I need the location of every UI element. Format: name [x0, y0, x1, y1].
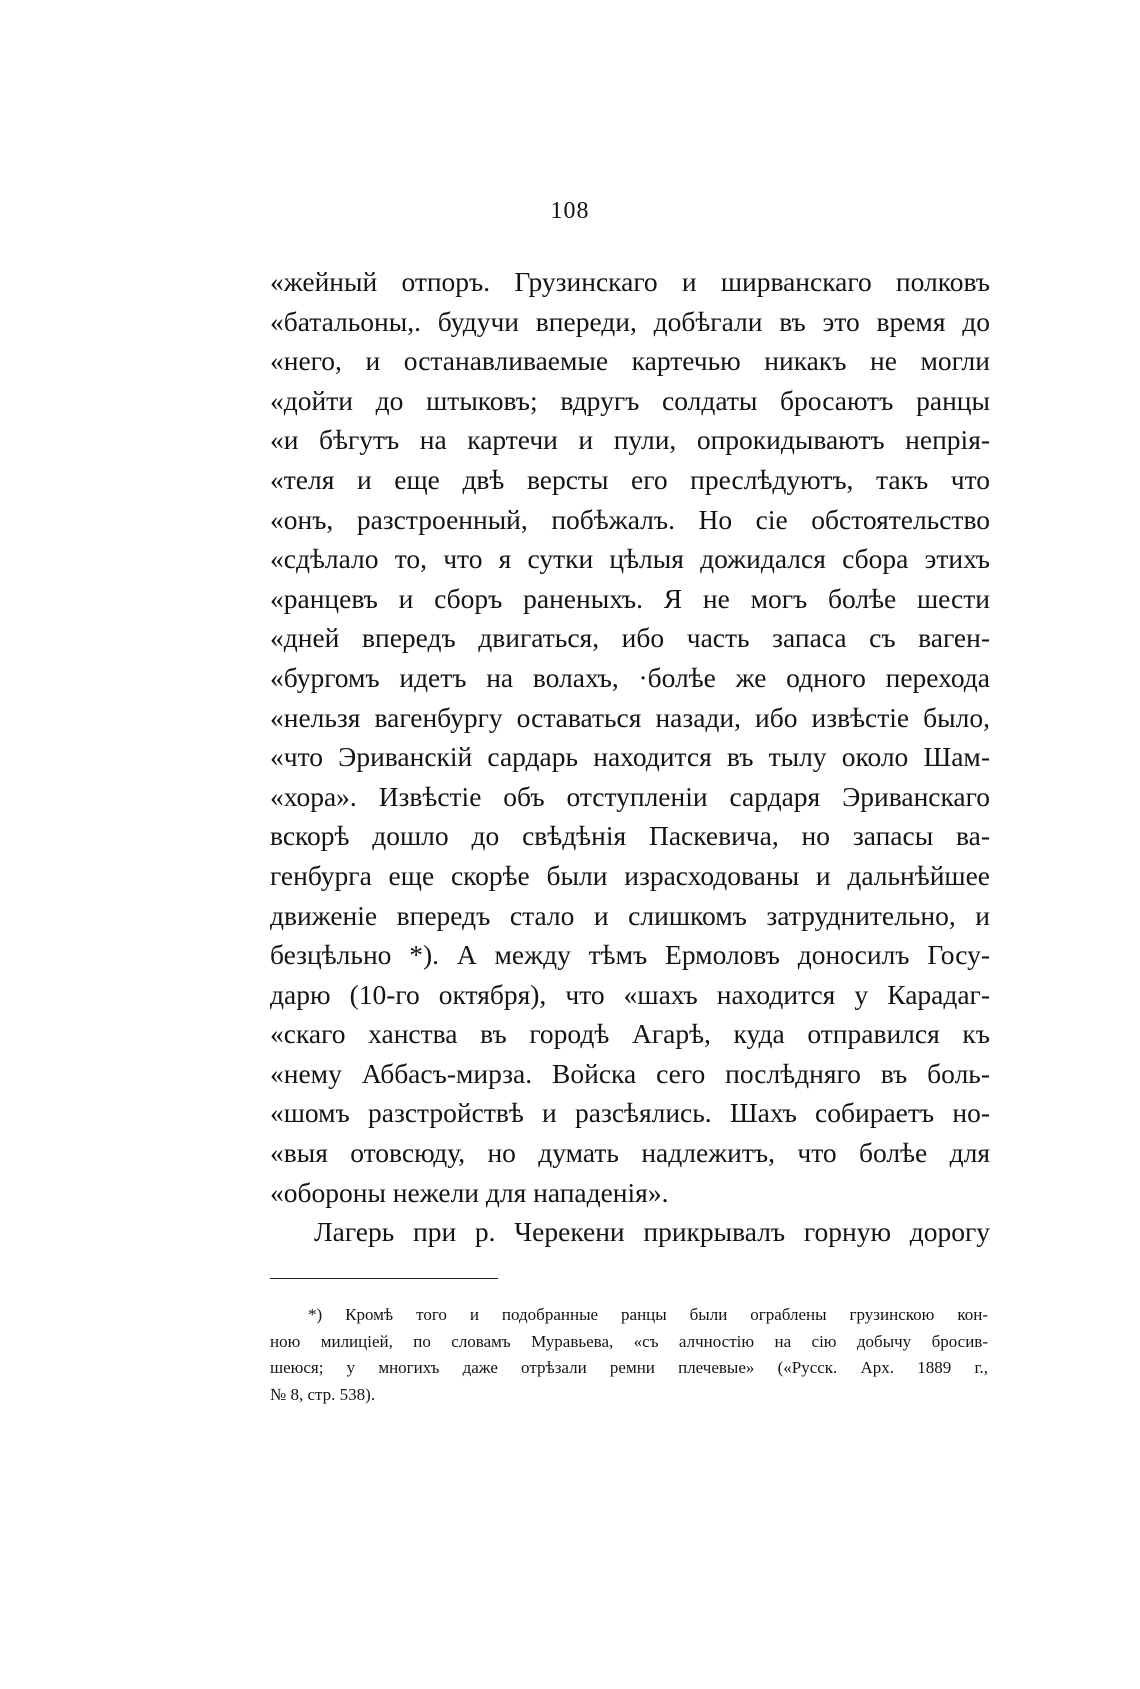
text-line: «шомъ разстройствѣ и разсѣялись. Шахъ собираетъ но-	[270, 1097, 990, 1129]
footnote-line: ною милиціей, по словамъ Муравьева, «съ алчностію на сію добычу бросив-	[270, 1331, 988, 1351]
text-line: «и бѣгутъ на картечи и пули, опрокидываютъ непрія-	[270, 424, 990, 456]
footnote	[270, 1302, 988, 1408]
footnote-line: *) Кромѣ того и подобранные ранцы были ограблены грузинскою кон-	[308, 1305, 988, 1324]
text-line: «что Эриванскій сардарь находится въ тылу около Шам-	[270, 741, 990, 773]
text-line: «ранцевъ и сборъ раненыхъ. Я не могъ болѣе шести	[270, 582, 990, 614]
footnote-separator	[270, 1278, 498, 1279]
text-line: «него, и останавливаемые картечью никакъ не могли	[270, 345, 990, 377]
text-line: «дойти до штыковъ; вдругъ солдаты бросаютъ ранцы	[270, 384, 990, 416]
text-line: «бургомъ идетъ на волахъ, ·болѣе же одного перехода	[270, 661, 990, 693]
main-text	[270, 262, 990, 1252]
footnote-line: шеюся; у многихъ даже отрѣзали ремни плечевые» («Русск. Арх. 1889 г.,	[270, 1358, 988, 1377]
text-line: «батальоны,. будучи впереди, добѣгали въ это время до	[270, 305, 990, 337]
text-line: «выя отовсюду, но думать надлежитъ, что болѣе для	[270, 1137, 990, 1169]
text-line: дарю (10-го октября), что «шахъ находится у Карадаг-	[270, 978, 990, 1010]
text-line: «сдѣлало то, что я сутки цѣлыя дожидался сбора этихъ	[270, 543, 990, 575]
text-line: «жейный отпоръ. Грузинскаго и ширванскаго полковъ	[270, 266, 990, 297]
text-line: «теля и еще двѣ версты его преслѣдуютъ, такъ что	[270, 463, 990, 495]
text-line: «дней впередъ двигаться, ибо часть запаса съ ваген-	[270, 622, 990, 654]
text-line: вскорѣ дошло до свѣдѣнія Паскевича, но запасы ва-	[270, 820, 990, 852]
page-number: 108	[550, 198, 590, 224]
text-line: «обороны нежели для нападенія».	[270, 1176, 669, 1208]
text-line: «хора». Извѣстіе объ отступленіи сардаря Эриванскаго	[270, 780, 990, 812]
footnote-line: № 8, стр. 538).	[270, 1384, 376, 1404]
text-line: «нему Аббасъ-мирза. Войска сего послѣдняго въ боль-	[270, 1057, 990, 1089]
text-line: «онъ, разстроенный, побѣжалъ. Но сіе обстоятельство	[270, 503, 990, 535]
text-line: движеніе впередъ стало и слишкомъ затруднительно, и	[270, 899, 990, 931]
text-line: генбурга еще скорѣе были израсходованы и дальнѣйшее	[270, 859, 990, 891]
text-line: безцѣльно *). А между тѣмъ Ермоловъ доносилъ Госу-	[270, 939, 990, 971]
text-line: «нельзя вагенбургу оставаться назади, ибо извѣстіе было,	[270, 701, 990, 733]
paragraph-first-line: Лагерь при р. Черекени прикрывалъ горную дорогу	[314, 1216, 990, 1248]
text-line: «скаго ханства въ городѣ Агарѣ, куда отправился къ	[270, 1018, 990, 1050]
